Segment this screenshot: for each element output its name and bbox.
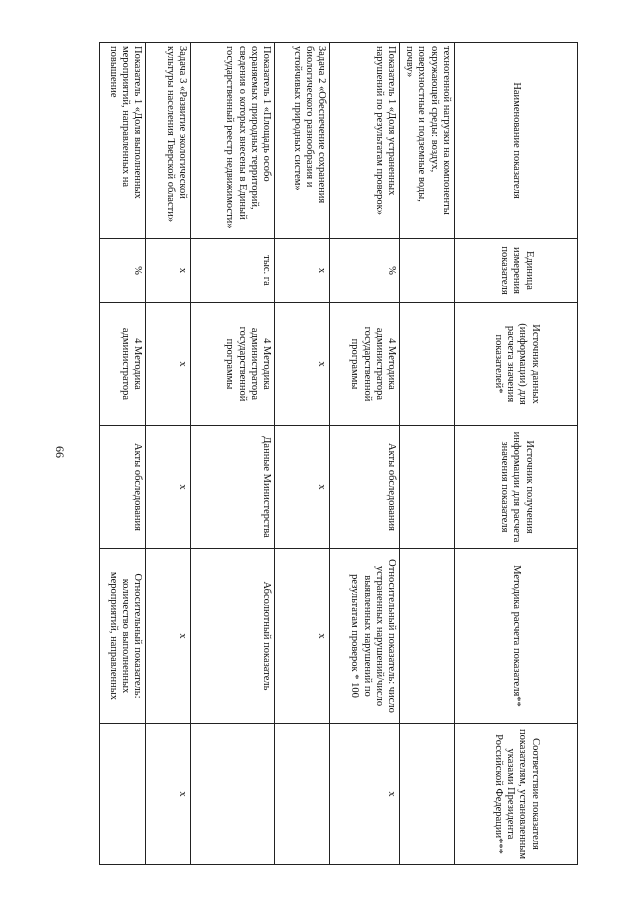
cell-compliance: [191, 724, 275, 865]
cell-name: техногенной нагрузки на компоненты окружающей среды: воздух, поверхностные и подземные воды, почву»: [400, 43, 455, 239]
cell-unit: тыс. га: [191, 239, 275, 303]
table-row: [191, 43, 275, 865]
rotated-table-container: [102, 42, 578, 864]
table-row: [330, 43, 400, 865]
cell-info-source: Данные Министерства: [191, 426, 275, 549]
table-header-row: [455, 43, 578, 865]
cell-compliance: [100, 724, 146, 865]
header-unit: Единица измерения показателя: [455, 239, 578, 303]
cell-compliance: [275, 724, 330, 865]
cell-unit: %: [330, 239, 400, 303]
cell-unit: [400, 239, 455, 303]
cell-method: Относительный показатель: число устраненных нарушений/число выявленных нарушений по результатам проверок * 100: [330, 549, 400, 724]
table-row: [275, 43, 330, 865]
cell-data-source: 4 Методика администратора государственной программы: [191, 303, 275, 426]
cell-name: Задача 2 «Обеспечение сохранения биологического разнообразия и устойчивых природных систем»: [275, 43, 330, 239]
header-method: Методика расчета показателя**: [455, 549, 578, 724]
cell-method: х: [146, 549, 191, 724]
cell-unit: %: [100, 239, 146, 303]
cell-method: Абсолютный показатель: [191, 549, 275, 724]
cell-method: Относительный показатель: количество выполненных мероприятий, направленных: [100, 549, 146, 724]
indicators-table: [100, 42, 579, 865]
cell-info-source: х: [146, 426, 191, 549]
table-row: [146, 43, 191, 865]
cell-info-source: Акты обследования: [100, 426, 146, 549]
cell-data-source: 4 Методика администратора: [100, 303, 146, 426]
cell-data-source: х: [146, 303, 191, 426]
cell-unit: х: [275, 239, 330, 303]
header-indicator-name: Наименование показателя: [455, 43, 578, 239]
cell-method: [400, 549, 455, 724]
table-row: [400, 43, 455, 865]
cell-data-source: х: [275, 303, 330, 426]
cell-name: Задача 3 «Развитие экологической культуры населения Тверской области»: [146, 43, 191, 239]
cell-data-source: [400, 303, 455, 426]
cell-unit: х: [146, 239, 191, 303]
header-compliance: Соответствие показателя показателям, установленным указами Президента Российской Федерации***: [455, 724, 578, 865]
cell-compliance: х: [146, 724, 191, 865]
cell-method: х: [275, 549, 330, 724]
cell-info-source: х: [275, 426, 330, 549]
cell-compliance: х: [330, 724, 400, 865]
cell-compliance: [400, 724, 455, 865]
cell-name: Показатель 1 «Доля устраненных нарушений по результатам проверок»: [330, 43, 400, 239]
header-data-source: Источник данных (информации) для расчета значения показателей*: [455, 303, 578, 426]
cell-name: Показатель 1 «Площадь особо охраняемых природных территорий, сведения о которых внесены в Единый государственный реестр недвижимости»: [191, 43, 275, 239]
page-number: 66: [53, 446, 67, 458]
table-row: [100, 43, 146, 865]
header-info-source: Источник получения информации для расчета значения показателя: [455, 426, 578, 549]
cell-info-source: Акты обследования: [330, 426, 400, 549]
cell-info-source: [400, 426, 455, 549]
cell-data-source: 4 Методика администратора государственной программы: [330, 303, 400, 426]
cell-name: Показатель 1 «Доля выполненных мероприятий, направленных на повышение: [100, 43, 146, 239]
